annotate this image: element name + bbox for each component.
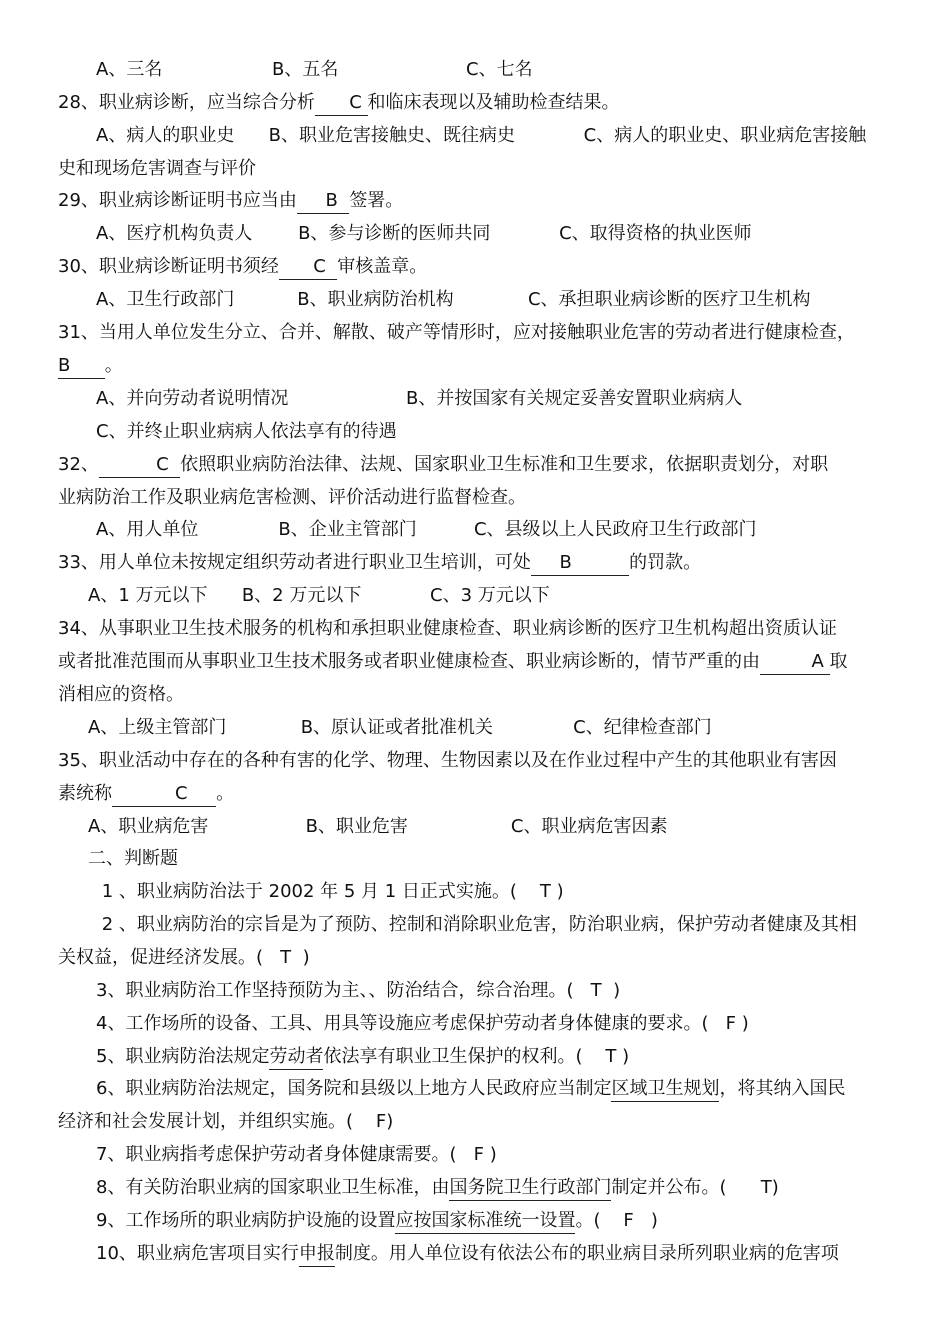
text-segment: 4、工作场所的设备、工具、用具等设施应考虑保护劳动者身体健康的要求。( F ) xyxy=(96,1013,749,1034)
answer-underline xyxy=(58,378,105,379)
text-segment: 的罚款。 xyxy=(629,552,702,573)
text-line xyxy=(272,58,338,82)
answer-underline xyxy=(269,1069,323,1070)
text-line xyxy=(58,617,837,641)
text-segment: 7、职业病指考虑保护劳动者身体健康需要。( F ) xyxy=(96,1144,497,1165)
text-line xyxy=(58,782,234,806)
text-line xyxy=(58,551,701,575)
text-line xyxy=(96,1143,497,1167)
text-line xyxy=(58,946,310,970)
text-segment: 或者批准范围而从事职业卫生技术服务或者职业健康检查、职业病诊断的，情节严重的由 xyxy=(58,651,760,672)
text-segment: 10、职业病危害项目实行 xyxy=(96,1243,299,1264)
text-segment: B、五名 xyxy=(272,59,339,80)
text-segment: 依法享有职业卫生保护的权利。( T ) xyxy=(323,1046,630,1067)
answer-underline xyxy=(315,115,368,116)
text-segment: A、用人单位 B、企业主管部门 C、县级以上人民政府卫生行政部门 xyxy=(96,519,757,540)
text-line xyxy=(96,979,620,1003)
answer-underline xyxy=(760,674,830,675)
text-line xyxy=(88,716,712,740)
text-segment: 消相应的资格。 xyxy=(58,684,184,705)
text-segment: 9、工作场所的职业病防护设施的设置 xyxy=(96,1210,396,1231)
text-line xyxy=(96,288,811,312)
text-segment: 取 xyxy=(829,651,848,672)
text-segment: 。( F ) xyxy=(575,1210,658,1231)
text-line xyxy=(58,650,848,674)
text-line xyxy=(406,387,742,411)
text-line xyxy=(466,58,533,82)
answer-underline xyxy=(531,575,629,576)
text-line xyxy=(96,1209,658,1233)
text-segment: 3、职业病防治工作坚持预防为主、、防治结合，综合治理。( T ) xyxy=(96,980,621,1001)
text-segment: 史和现场危害调查与评价 xyxy=(58,158,256,179)
text-line xyxy=(58,157,256,181)
answer-blank: B xyxy=(58,355,105,376)
text-segment: 35、职业活动中存在的各种有害的化学、物理、生物因素以及在作业过程中产生的其他职业有害因 xyxy=(58,750,837,771)
text-line xyxy=(58,1110,393,1134)
text-segment: 34、从事职业卫生技术服务的机构和承担职业健康检查、职业病诊断的医疗卫生机构超出资质认证 xyxy=(58,618,837,639)
text-segment: 审核盖章。 xyxy=(337,256,428,277)
answer-blank: B xyxy=(531,552,629,573)
text-segment: 依照职业病防治法律、法规、国家职业卫生标准和卫生要求，依据职责划分，对职 xyxy=(180,454,829,475)
answer-blank: C xyxy=(279,256,337,277)
text-line xyxy=(58,749,837,773)
text-segment: 5、职业病防治法规定 xyxy=(96,1046,270,1067)
text-line xyxy=(96,913,857,937)
answer-blank: 劳动者 xyxy=(269,1046,323,1067)
text-segment: 31、当用人单位发生分立、合并、解散、破产等情形时，应对接触职业危害的劳动者进行健康检查， xyxy=(58,322,855,343)
text-segment: 1 、职业病防治法于 2002 年 5 月 1 日正式实施。( T ) xyxy=(96,881,564,902)
answer-blank: C xyxy=(112,783,216,804)
text-segment: 和临床表现以及辅助检查结果。 xyxy=(367,92,620,113)
text-segment: A、卫生行政部门 B、职业病防治机构 C、承担职业病诊断的医疗卫生机构 xyxy=(96,289,811,310)
text-line xyxy=(58,453,828,477)
text-line xyxy=(96,222,752,246)
text-segment: 制度。用人单位设有依法公布的职业病目录所列职业病的危害项 xyxy=(334,1243,839,1264)
answer-blank: 申报 xyxy=(299,1243,335,1264)
text-segment: A、病人的职业史 B、职业危害接触史、既往病史 C、病人的职业史、职业病危害接触 xyxy=(96,125,867,146)
answer-underline xyxy=(112,806,216,807)
text-line xyxy=(58,486,526,510)
answer-blank: 国务院卫生行政部门 xyxy=(449,1177,611,1198)
text-line xyxy=(88,584,550,608)
text-line xyxy=(96,387,288,411)
answer-underline xyxy=(611,1101,719,1102)
text-segment: 30、职业病诊断证明书须经 xyxy=(58,256,279,277)
text-segment: 。 xyxy=(104,355,123,376)
answer-blank: 区域卫生规划 xyxy=(611,1078,719,1099)
text-line xyxy=(96,880,564,904)
text-segment: 2 、职业病防治的宗旨是为了预防、控制和消除职业危害，防治职业病，保护劳动者健康及其相 xyxy=(96,914,857,935)
text-segment: 关权益，促进经济发展。( T ) xyxy=(58,947,310,968)
text-segment: 。 xyxy=(216,783,235,804)
answer-blank: B xyxy=(297,190,349,211)
text-segment: 签署。 xyxy=(349,190,404,211)
answer-underline xyxy=(297,213,349,214)
text-line xyxy=(96,1176,779,1200)
text-segment: A、上级主管部门 B、原认证或者批准机关 C、纪律检查部门 xyxy=(88,717,712,738)
text-segment: A、1 万元以下 B、2 万元以下 C、3 万元以下 xyxy=(88,585,550,606)
text-line xyxy=(96,1077,845,1101)
text-line xyxy=(58,321,855,345)
text-line xyxy=(58,683,184,707)
answer-underline xyxy=(299,1266,335,1267)
text-segment: 8、有关防治职业病的国家职业卫生标准，由 xyxy=(96,1177,450,1198)
answer-underline xyxy=(99,477,180,478)
text-line xyxy=(96,420,397,444)
text-segment: C、并终止职业病病人依法享有的待遇 xyxy=(96,421,397,442)
text-segment: C、七名 xyxy=(466,59,533,80)
text-line xyxy=(96,1242,839,1266)
text-segment: 29、职业病诊断证明书应当由 xyxy=(58,190,297,211)
answer-underline xyxy=(395,1233,575,1234)
text-line xyxy=(96,58,162,82)
answer-underline xyxy=(279,279,337,280)
text-segment: 32、 xyxy=(58,454,99,475)
answer-blank: C xyxy=(99,454,180,475)
text-line xyxy=(58,255,427,279)
text-line xyxy=(96,1045,629,1069)
answer-blank: 应按国家标准统一设置 xyxy=(395,1210,575,1231)
text-line xyxy=(58,354,123,378)
text-segment: A、三名 xyxy=(96,59,163,80)
text-segment: A、医疗机构负责人 B、参与诊断的医师共同 C、取得资格的执业医师 xyxy=(96,223,752,244)
text-segment: 经济和社会发展计划，并组织实施。( F) xyxy=(58,1111,394,1132)
text-segment: 二、判断题 xyxy=(88,848,178,869)
answer-blank: C xyxy=(315,92,368,113)
answer-blank: A xyxy=(760,651,830,672)
text-line xyxy=(58,91,620,115)
text-segment: 制定并公布。( T) xyxy=(611,1177,779,1198)
text-segment: A、并向劳动者说明情况 xyxy=(96,388,289,409)
text-segment: ，将其纳入国民 xyxy=(719,1078,846,1099)
text-segment: 业病防治工作及职业病危害检测、评价活动进行监督检查。 xyxy=(58,487,526,508)
text-segment: 28、职业病诊断，应当综合分析 xyxy=(58,92,315,113)
text-line xyxy=(88,815,668,839)
answer-underline xyxy=(449,1200,611,1201)
text-line xyxy=(88,847,178,871)
text-line xyxy=(58,189,403,213)
text-segment: 素统称 xyxy=(58,783,112,804)
text-segment: B、并按国家有关规定妥善安置职业病病人 xyxy=(406,388,743,409)
text-segment: A、职业病危害 B、职业危害 C、职业病危害因素 xyxy=(88,816,668,837)
text-line xyxy=(96,1012,749,1036)
text-segment: 6、职业病防治法规定，国务院和县级以上地方人民政府应当制定 xyxy=(96,1078,612,1099)
text-line xyxy=(96,124,866,148)
text-segment: 33、用人单位未按规定组织劳动者进行职业卫生培训，可处 xyxy=(58,552,531,573)
text-line xyxy=(96,518,757,542)
